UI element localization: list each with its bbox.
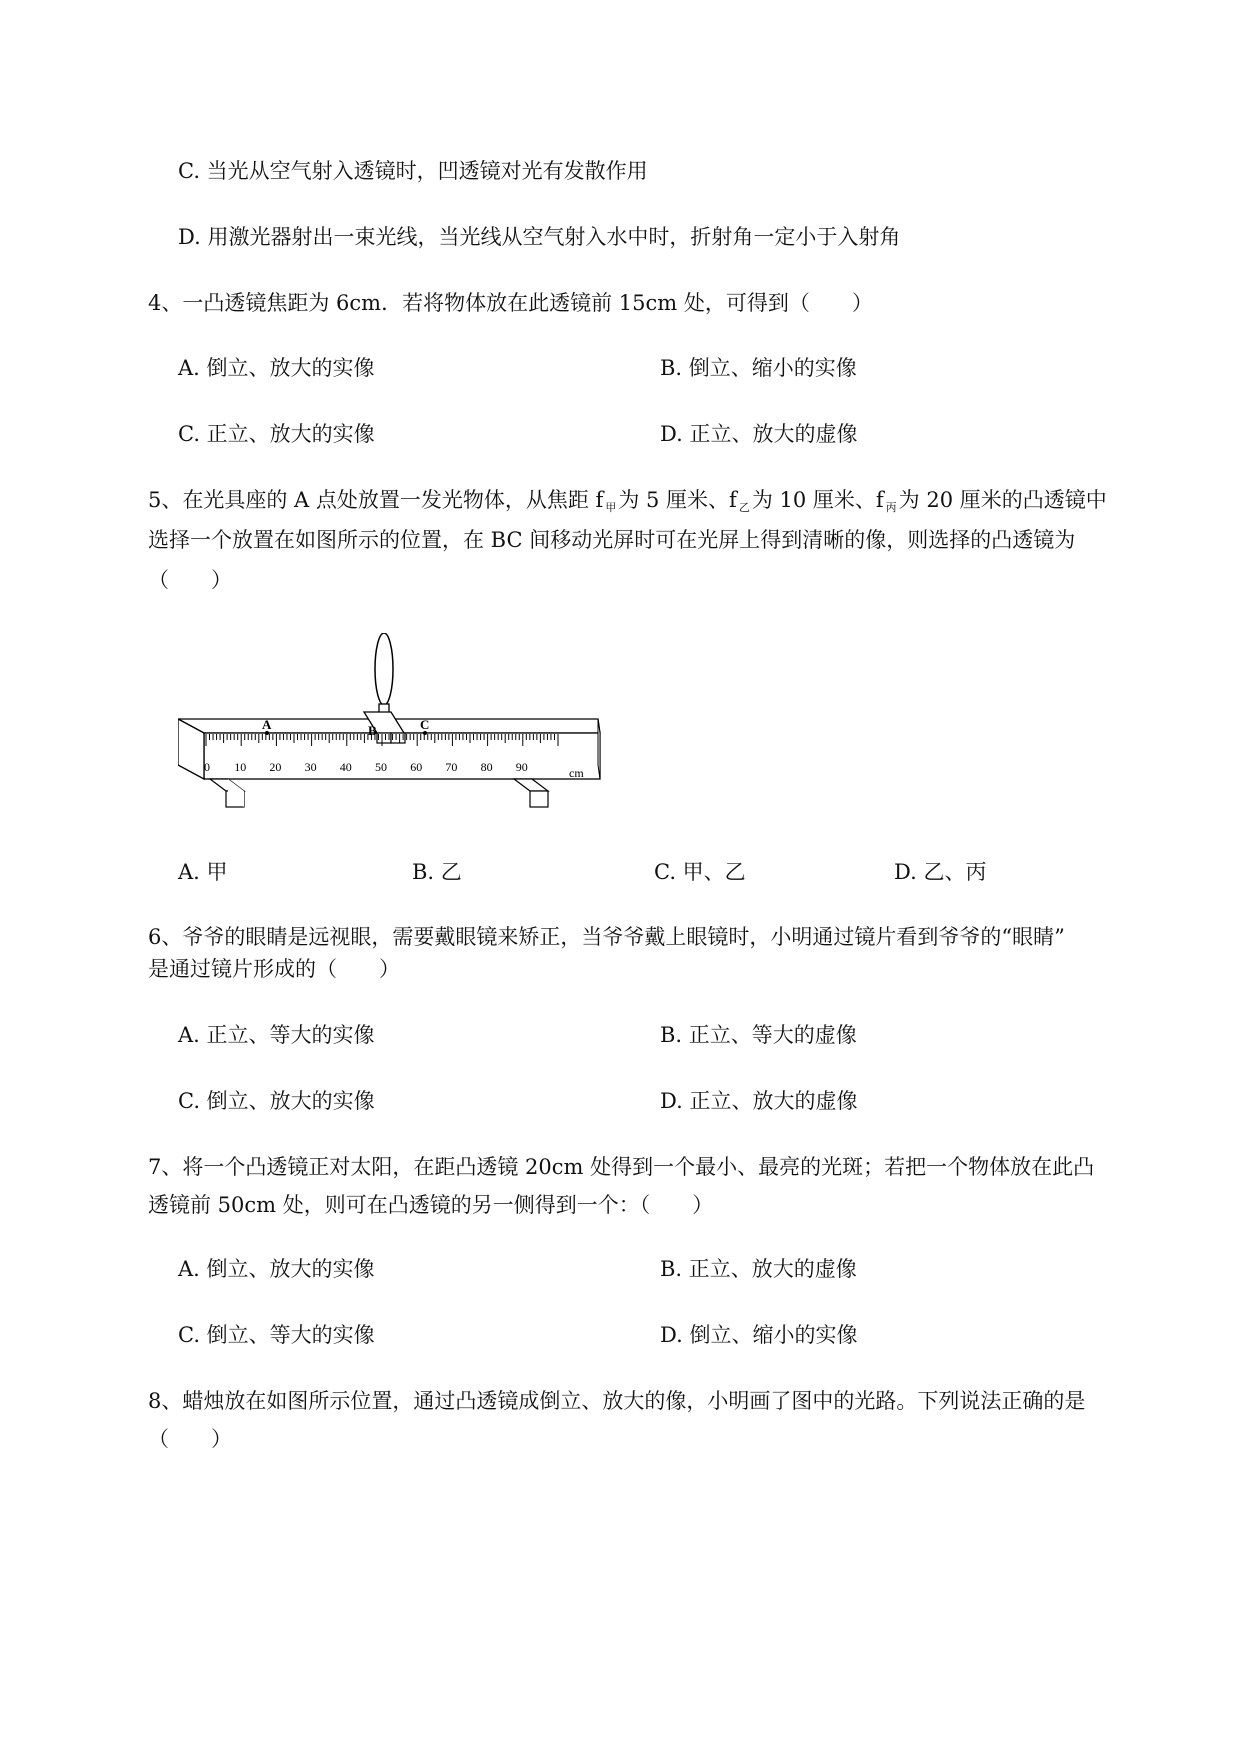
scale-number-label: 60 — [410, 760, 423, 774]
scale-number-label: 40 — [339, 760, 352, 774]
q7-option-d: D. 倒立、缩小的实像 — [660, 1323, 858, 1347]
q7-stem-line2: 透镜前 50cm 处，则可在凸透镜的另一侧得到一个：（ ） — [148, 1193, 714, 1217]
q4-option-d: D. 正立、放大的虚像 — [660, 422, 858, 446]
q4-option-c: C. 正立、放大的实像 — [178, 422, 375, 446]
point-label-c: C — [420, 717, 430, 732]
q8-stem-line1: 8、蜡烛放在如图所示位置，通过凸透镜成倒立、放大的像，小明画了图中的光路。下列说法正确的是 — [148, 1389, 1086, 1413]
scale-number-label: 20 — [269, 760, 282, 774]
q5-stem-part3: 为 10 厘米、f — [751, 488, 884, 512]
point-label-a: A — [262, 717, 272, 732]
q8-stem-line2: （ ） — [148, 1427, 232, 1451]
scale-number-label: 90 — [515, 760, 528, 774]
q5-stem-line1 — [148, 485, 1107, 523]
subscript-jia: 甲 — [605, 501, 617, 514]
q4-option-b: B. 倒立、缩小的实像 — [660, 356, 857, 380]
scale-number-label: 0 — [204, 760, 210, 774]
scale-number-label: 50 — [375, 760, 387, 774]
point-label-b: B — [368, 723, 377, 738]
unit-label: cm — [569, 766, 584, 780]
convex-lens-icon — [375, 633, 393, 705]
q6-option-c: C. 倒立、放大的实像 — [178, 1089, 375, 1113]
q7-option-b: B. 正立、放大的虚像 — [660, 1257, 857, 1281]
q7-option-c: C. 倒立、等大的实像 — [178, 1323, 375, 1347]
q5-stem-part1: 5、在光具座的 A 点处放置一发光物体，从焦距 f — [148, 488, 604, 512]
q4-stem: 4、一凸透镜焦距为 6cm．若将物体放在此透镜前 15cm 处，可得到（ ） — [148, 291, 873, 315]
q6-option-d: D. 正立、放大的虚像 — [660, 1089, 858, 1113]
q5-option-d: D. 乙、丙 — [894, 860, 987, 884]
q5-stem-part4: 为 20 厘米的凸透镜中 — [898, 488, 1107, 512]
subscript-bing: 丙 — [885, 501, 897, 514]
q6-stem-line2: 是通过镜片形成的（ ） — [148, 957, 400, 981]
q5-stem-part2: 为 5 厘米、f — [618, 488, 737, 512]
q7-stem-line1: 7、将一个凸透镜正对太阳，在距凸透镜 20cm 处得到一个最小、最亮的光斑；若把一个物体放在此凸 — [148, 1155, 1095, 1179]
scale-number-label: 80 — [480, 760, 493, 774]
scale-number-label: 10 — [234, 760, 247, 774]
bench-leg-right — [514, 779, 548, 791]
optical-bench-figure — [178, 633, 618, 815]
q5-stem-line2: 选择一个放置在如图所示的位置，在 BC 间移动光屏时可在光屏上得到清晰的像，则选择的凸透镜为 — [148, 528, 1076, 552]
q5-option-b: B. 乙 — [412, 860, 462, 884]
subscript-yi: 乙 — [738, 501, 750, 514]
q6-option-b: B. 正立、等大的虚像 — [660, 1023, 857, 1047]
q6-option-a: A. 正立、等大的实像 — [178, 1023, 375, 1047]
q5-option-a: A. 甲 — [178, 860, 228, 884]
q5-stem-line3: （ ） — [148, 568, 232, 592]
q4-option-a: A. 倒立、放大的实像 — [178, 356, 375, 380]
q7-option-a: A. 倒立、放大的实像 — [178, 1257, 375, 1281]
q3-option-d: D. 用激光器射出一束光线，当光线从空气射入水中时，折射角一定小于入射角 — [178, 225, 901, 249]
q6-stem-line1: 6、爷爷的眼睛是远视眼，需要戴眼镜来矫正，当爷爷戴上眼镜时，小明通过镜片看到爷爷的“眼睛” — [148, 925, 1065, 949]
q5-option-c: C. 甲、乙 — [654, 860, 746, 884]
q3-option-c: C. 当光从空气射入透镜时，凹透镜对光有发散作用 — [178, 159, 648, 183]
scale-number-label: 70 — [445, 760, 458, 774]
scale-number-label: 30 — [304, 760, 317, 774]
